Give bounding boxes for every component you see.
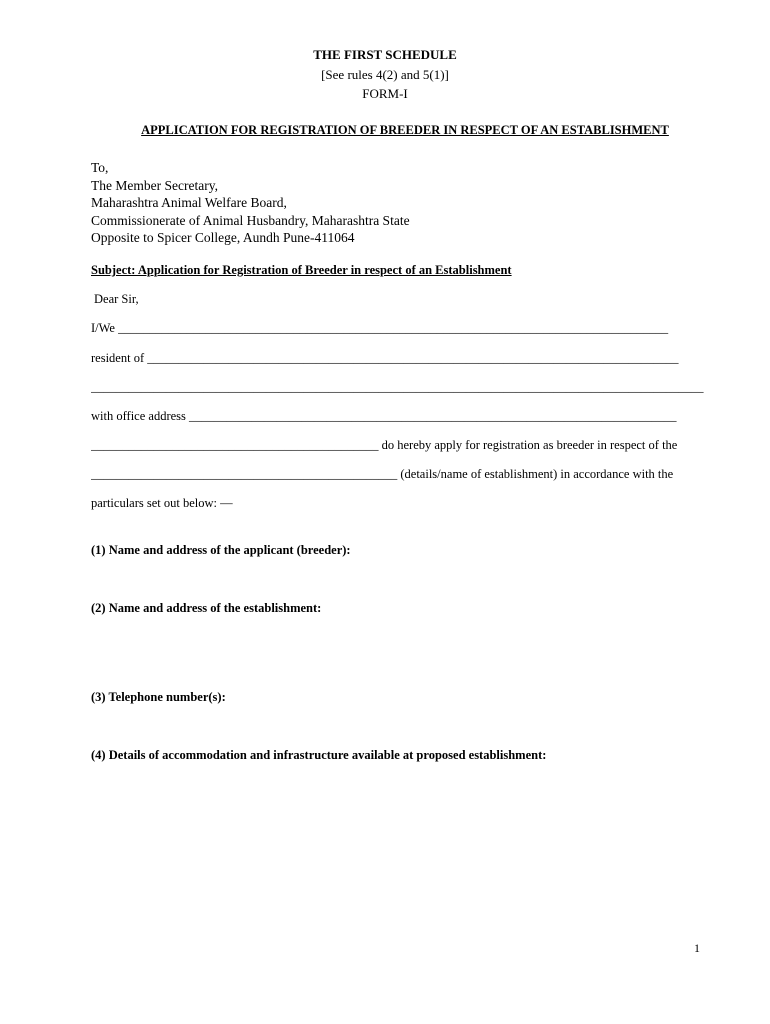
address-line-4: Opposite to Spicer College, Aundh Pune-411064 xyxy=(91,230,355,246)
address-continuation-field: __________________________________________________________________________________________________ xyxy=(91,380,704,394)
salutation: Dear Sir, xyxy=(94,292,139,306)
schedule-title: THE FIRST SCHEDULE xyxy=(313,47,457,62)
apply-registration-line: ______________________________________________ do hereby apply for registration as breeder in respect of the xyxy=(91,438,678,452)
section-telephone: (3) Telephone number(s): xyxy=(91,690,226,704)
section-establishment: (2) Name and address of the establishment: xyxy=(91,601,322,615)
subject-line: Subject: Application for Registration of Breeder in respect of an Establishment xyxy=(91,263,512,277)
address-line-1: The Member Secretary, xyxy=(91,177,218,193)
applicant-name-field: I/We ________________________________________________________________________________________ xyxy=(91,321,669,335)
address-line-3: Commissionerate of Animal Husbandry, Maharashtra State xyxy=(91,212,410,228)
office-address-field: with office address ______________________________________________________________________________ xyxy=(91,409,677,423)
resident-of-field: resident of _____________________________________________________________________________________ xyxy=(91,351,679,365)
address-line-2: Maharashtra Animal Welfare Board, xyxy=(91,195,287,211)
section-applicant: (1) Name and address of the applicant (breeder): xyxy=(91,543,351,557)
recipient-address xyxy=(91,159,410,247)
address-to: To, xyxy=(91,160,109,175)
rules-reference: [See rules 4(2) and 5(1)] xyxy=(321,67,449,82)
establishment-details-line: _________________________________________________ (details/name of establishment) in accordance with the xyxy=(91,467,674,481)
application-title: APPLICATION FOR REGISTRATION OF BREEDER IN RESPECT OF AN ESTABLISHMENT xyxy=(141,123,669,137)
form-number: FORM-I xyxy=(362,86,408,101)
page-number: 1 xyxy=(694,941,700,955)
section-accommodation: (4) Details of accommodation and infrastructure available at proposed establishment: xyxy=(91,748,547,762)
particulars-line: particulars set out below: — xyxy=(91,496,233,510)
